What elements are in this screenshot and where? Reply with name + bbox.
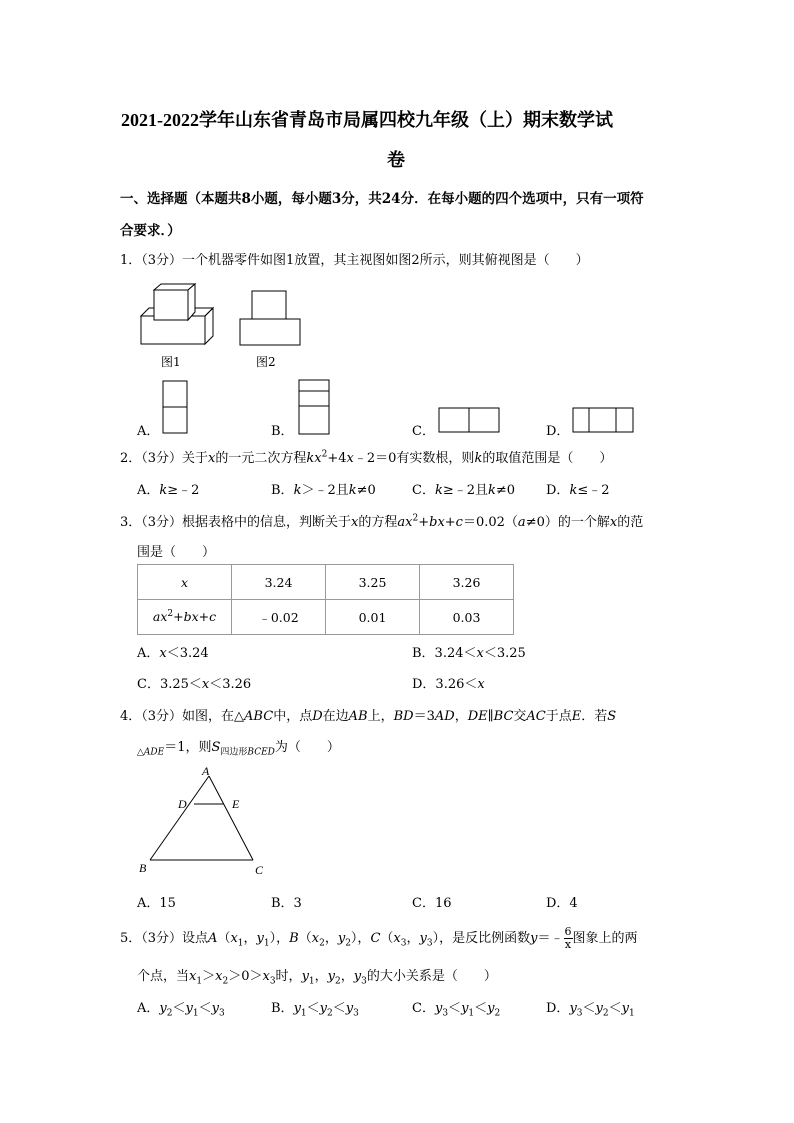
q1-option-a-figure <box>162 380 190 436</box>
question-2-stem: 2．（3分）关于x的一元二次方程$kx^2+4x﹣2=0$有实数根，则k的取值范围是（ ） <box>120 449 613 466</box>
table-cell: 0.03 <box>420 600 514 635</box>
q1-option-c-figure <box>438 407 502 435</box>
section-heading-continued: 合要求．） <box>120 223 181 239</box>
vertex-c-label: C <box>255 863 264 877</box>
q5-option-a[interactable]: A．$y_2<y_1<y_3$ <box>137 1001 225 1019</box>
q4-option-d[interactable]: D．4 <box>546 896 578 911</box>
table-cell: ﹣0.02 <box>232 600 326 635</box>
fraction-6-over-x: $\frac{6}{x}$ <box>564 925 572 951</box>
q2-option-d[interactable]: D．k≤﹣2 <box>546 483 610 498</box>
q1-option-d-figure <box>572 407 636 435</box>
question-4-stem: 4．（3分）如图，在△ABC中，点D在边AB上，BD＝3AD，DE∥BC交AC于点E．若S <box>120 709 617 724</box>
q3-option-d[interactable]: D．3.26＜x <box>412 677 485 692</box>
q4-option-b[interactable]: B．3 <box>271 896 302 911</box>
q4-option-a[interactable]: A．15 <box>137 896 176 911</box>
q1-option-d-label[interactable]: D． <box>546 424 570 439</box>
q1-figure-2 <box>239 289 303 347</box>
section-heading: 一、选择题（本题共8小题，每小题3分，共24分．在每小题的四个选项中，只有一项符 <box>120 191 644 207</box>
q4-option-c[interactable]: C．16 <box>412 896 452 911</box>
q3-option-b[interactable]: B．3.24＜x＜3.25 <box>412 646 526 661</box>
question-1-stem: 1．（3分）一个机器零件如图1放置，其主视图如图2所示，则其俯视图是（ ） <box>120 253 589 268</box>
q1-option-b-label[interactable]: B． <box>271 424 294 439</box>
table-header-cell: x <box>138 565 232 600</box>
q3-value-table <box>137 564 514 635</box>
table-cell: 0.01 <box>326 600 420 635</box>
point-d-label: D <box>178 797 187 811</box>
q2-option-a[interactable]: A．k≥﹣2 <box>137 483 200 498</box>
figure-2-caption: 图2 <box>256 355 276 369</box>
table-header-cell: $ax^2+bx+c$ <box>138 600 232 635</box>
q1-option-a-label[interactable]: A． <box>137 424 160 439</box>
q5-option-d[interactable]: D．$y_3<y_2<y_1$ <box>546 1001 635 1019</box>
q5-option-b[interactable]: B．$y_1<y_2<y_3$ <box>271 1001 359 1019</box>
page-title: 2021-2022学年山东省青岛市局属四校九年级（上）期末数学试 <box>121 110 613 130</box>
q2-option-b[interactable]: B．k＞﹣2且k≠0 <box>271 483 376 498</box>
q3-option-a[interactable]: A．x＜3.24 <box>137 646 209 661</box>
q2-option-c[interactable]: C．k≥﹣2且k≠0 <box>412 483 516 498</box>
page-title-continued: 卷 <box>387 150 405 170</box>
table-cell: 3.24 <box>232 565 326 600</box>
question-5-stem-continued: 个点，当$x_1>x_2>0>x_3$时，$y_1$，$y_2$，$y_3$的大小关系是（ ） <box>137 969 497 987</box>
figure-1-caption: 图1 <box>161 355 181 369</box>
question-5-stem: 5．（3分）设点$A(x_1$，$y_1$），$B(x_2$，$y_2$），$C(x_3$，$y_3$），是反比例函数y＝﹣ $\frac{6}{x}$ 图象上的两 <box>120 925 638 951</box>
question-3-stem-continued: 围是（ ） <box>137 545 216 560</box>
q3-option-c[interactable]: C．3.25＜x＜3.26 <box>137 677 252 692</box>
q1-option-b-figure <box>298 379 332 437</box>
point-e-label: E <box>232 797 240 811</box>
q1-figure-1 <box>137 282 217 348</box>
q4-triangle-figure <box>138 764 270 878</box>
q1-option-c-label[interactable]: C． <box>412 424 435 439</box>
table-cell: 3.25 <box>326 565 420 600</box>
vertex-a-label: A <box>202 764 210 778</box>
question-4-stem-continued: $_{\triangle ADE}$＝1，则$S_{四边形BCED}$为（ ） <box>137 740 340 758</box>
question-3-stem: 3．（3分）根据表格中的信息，判断关于x的方程$ax^2+bx+c=0.02(a\ne 0)$的一个解x的范 <box>120 513 644 530</box>
side-ac <box>209 776 253 860</box>
table-cell: 3.26 <box>420 565 514 600</box>
table-row <box>138 600 514 635</box>
table-row <box>138 565 514 600</box>
q5-option-c[interactable]: C．$y_3<y_1<y_2$ <box>412 1001 501 1019</box>
vertex-b-label: B <box>139 861 147 875</box>
side-ab <box>150 776 209 860</box>
